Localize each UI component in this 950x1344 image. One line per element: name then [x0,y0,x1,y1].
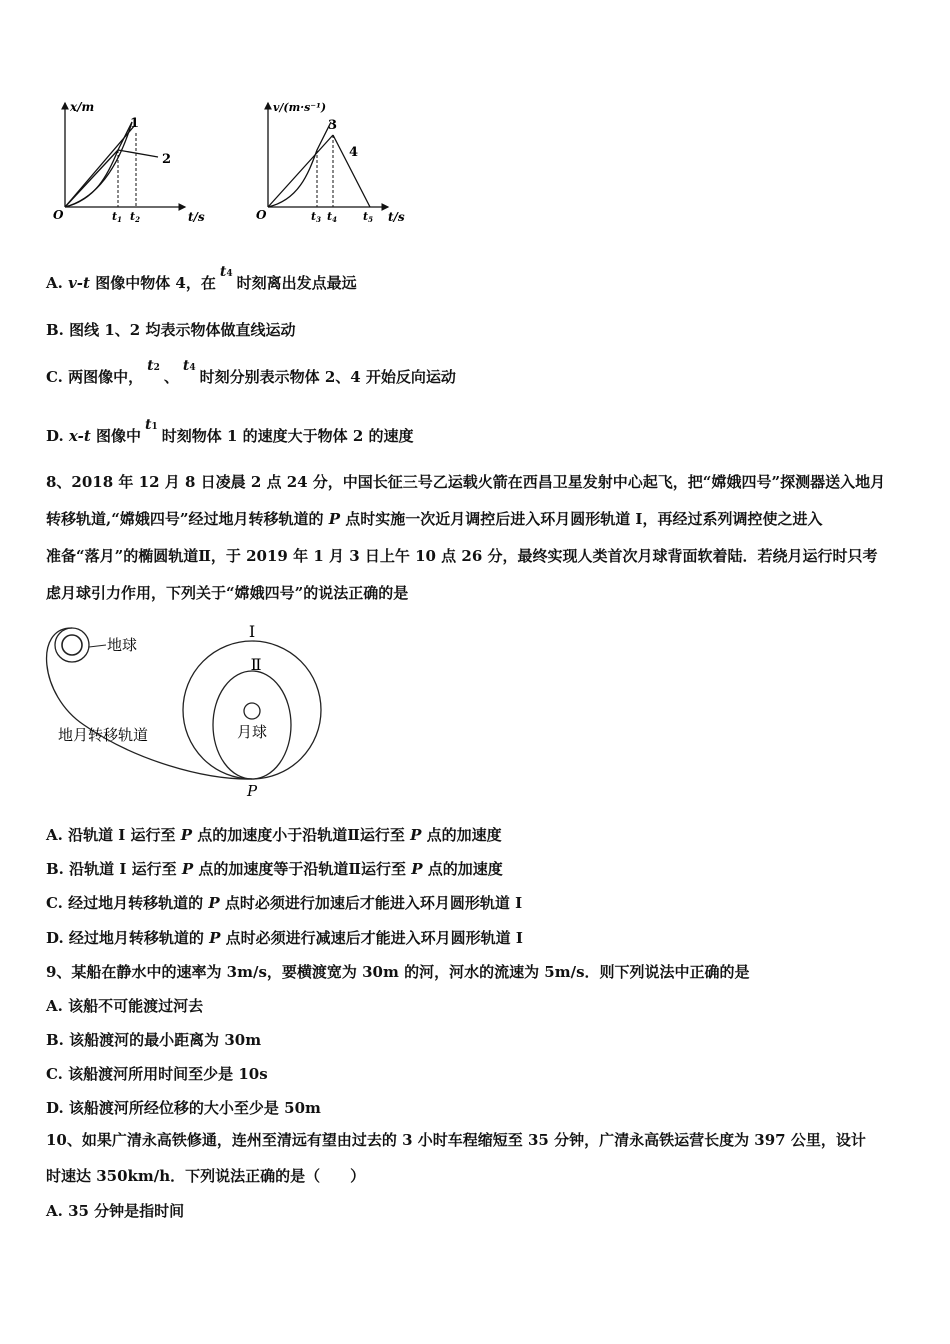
orbit-1-label: I [248,622,256,641]
q10-stem-line-2: 时速达 350km/h．下列说法正确的是（ ） [46,1167,366,1185]
motion-graphs-figure [50,95,430,235]
xt-line-1-label: 1 [130,116,140,131]
xt-x-label: t/s [188,210,205,224]
q10-option-a: A. 35 分钟是指时间 [46,1202,185,1220]
xt-line-2-tail [118,150,158,157]
vt-curve-3 [268,122,331,207]
vt-line-4-up [268,135,333,207]
q8-option-a: A. 沿轨道 I 运行至 P 点的加速度小于沿轨道Ⅱ运行至 P 点的加速度 [46,826,502,844]
vt-graph [256,101,405,224]
vt-y-label: v/(m·s⁻¹) [273,101,327,114]
earth-label: 地球 [107,636,138,654]
q10-stem-line-1: 10、如果广清永高铁修通，连州至清远有望由过去的 3 小时车程缩短至 35 分钟，广清永高铁运营长度为 397 公里，设计 [46,1131,866,1149]
xt-line-2-up [65,150,118,207]
q9-option-c: C. 该船渡河所用时间至少是 10s [46,1065,268,1083]
xt-tick-t2: t2 [130,210,140,224]
point-p-label: P [246,782,258,800]
vt-tick-t5: t5 [363,210,373,224]
vt-tick-t4: t4 [327,210,337,224]
moon-label: 月球 [236,723,268,741]
q7-option-d: D. x-t 图像中t1 时刻物体 1 的速度大于物体 2 的速度 [46,417,414,445]
vt-x-label: t/s [388,210,405,224]
earth-pointer [89,645,106,647]
q8-stem-line-3: 准备“落月”的椭圆轨道Ⅱ，于 2019 年 1 月 3 日上午 10 点 26 分，最终实现人类首次月球背面软着陆．若绕月运行时只考 [46,547,878,565]
q8-option-d: D. 经过地月转移轨道的 P 点时必须进行减速后才能进入环月圆形轨道 I [46,929,523,947]
q8-stem-line-1: 8、2018 年 12 月 8 日凌晨 2 点 24 分，中国长征三号乙运载火箭在西昌卫星发射中心起飞，把“嫦娥四号”探测器送入地月 [46,473,886,491]
xt-tick-t1: t1 [112,210,122,224]
orbit-figure [44,615,344,800]
q7-option-b: B. 图线 1、2 均表示物体做直线运动 [46,321,296,339]
q9-option-a: A. 该船不可能渡过河去 [46,997,204,1015]
vt-line-4-label: 4 [349,145,359,160]
q8-option-b: B. 沿轨道 I 运行至 P 点的加速度等于沿轨道Ⅱ运行至 P 点的加速度 [46,860,503,878]
q9-stem: 9、某船在静水中的速率为 3m/s，要横渡宽为 30m 的河，河水的流速为 5m/s．则下列说法中正确的是 [46,963,750,981]
earth-outer [55,628,89,662]
moon-icon [244,703,260,719]
xt-origin: O [53,208,64,222]
q9-option-d: D. 该船渡河所经位移的大小至少是 50m [46,1099,321,1117]
q8-stem-line-4: 虑月球引力作用，下列关于“嫦娥四号”的说法正确的是 [46,584,409,602]
transfer-orbit-label: 地月转移轨道 [58,726,149,744]
vt-origin: O [256,208,267,222]
xt-line-2-label: 2 [162,152,172,167]
q8-option-c: C. 经过地月转移轨道的 P 点时必须进行加速后才能进入环月圆形轨道 I [46,894,523,912]
orbit-2-label: Ⅱ [250,655,262,674]
xt-graph [53,100,205,224]
q8-stem-line-2: 转移轨道,“嫦娥四号”经过地月转移轨道的 P 点时实施一次近月调控后进入环月圆形轨道 I，再经过系列调控使之进入 [46,510,823,528]
q7-option-a: A. v-t 图像中物体 4，在t4 时刻离出发点最远 [46,264,357,292]
earth-icon [62,635,82,655]
xt-y-label: x/m [70,100,95,114]
q9-option-b: B. 该船渡河的最小距离为 30m [46,1031,262,1049]
vt-line-3-label: 3 [328,118,338,133]
q7-option-c: C. 两图像中，t2 、t4 时刻分别表示物体 2、4 开始反向运动 [46,358,456,386]
vt-tick-t3: t3 [311,210,321,224]
transfer-orbit [47,628,252,779]
